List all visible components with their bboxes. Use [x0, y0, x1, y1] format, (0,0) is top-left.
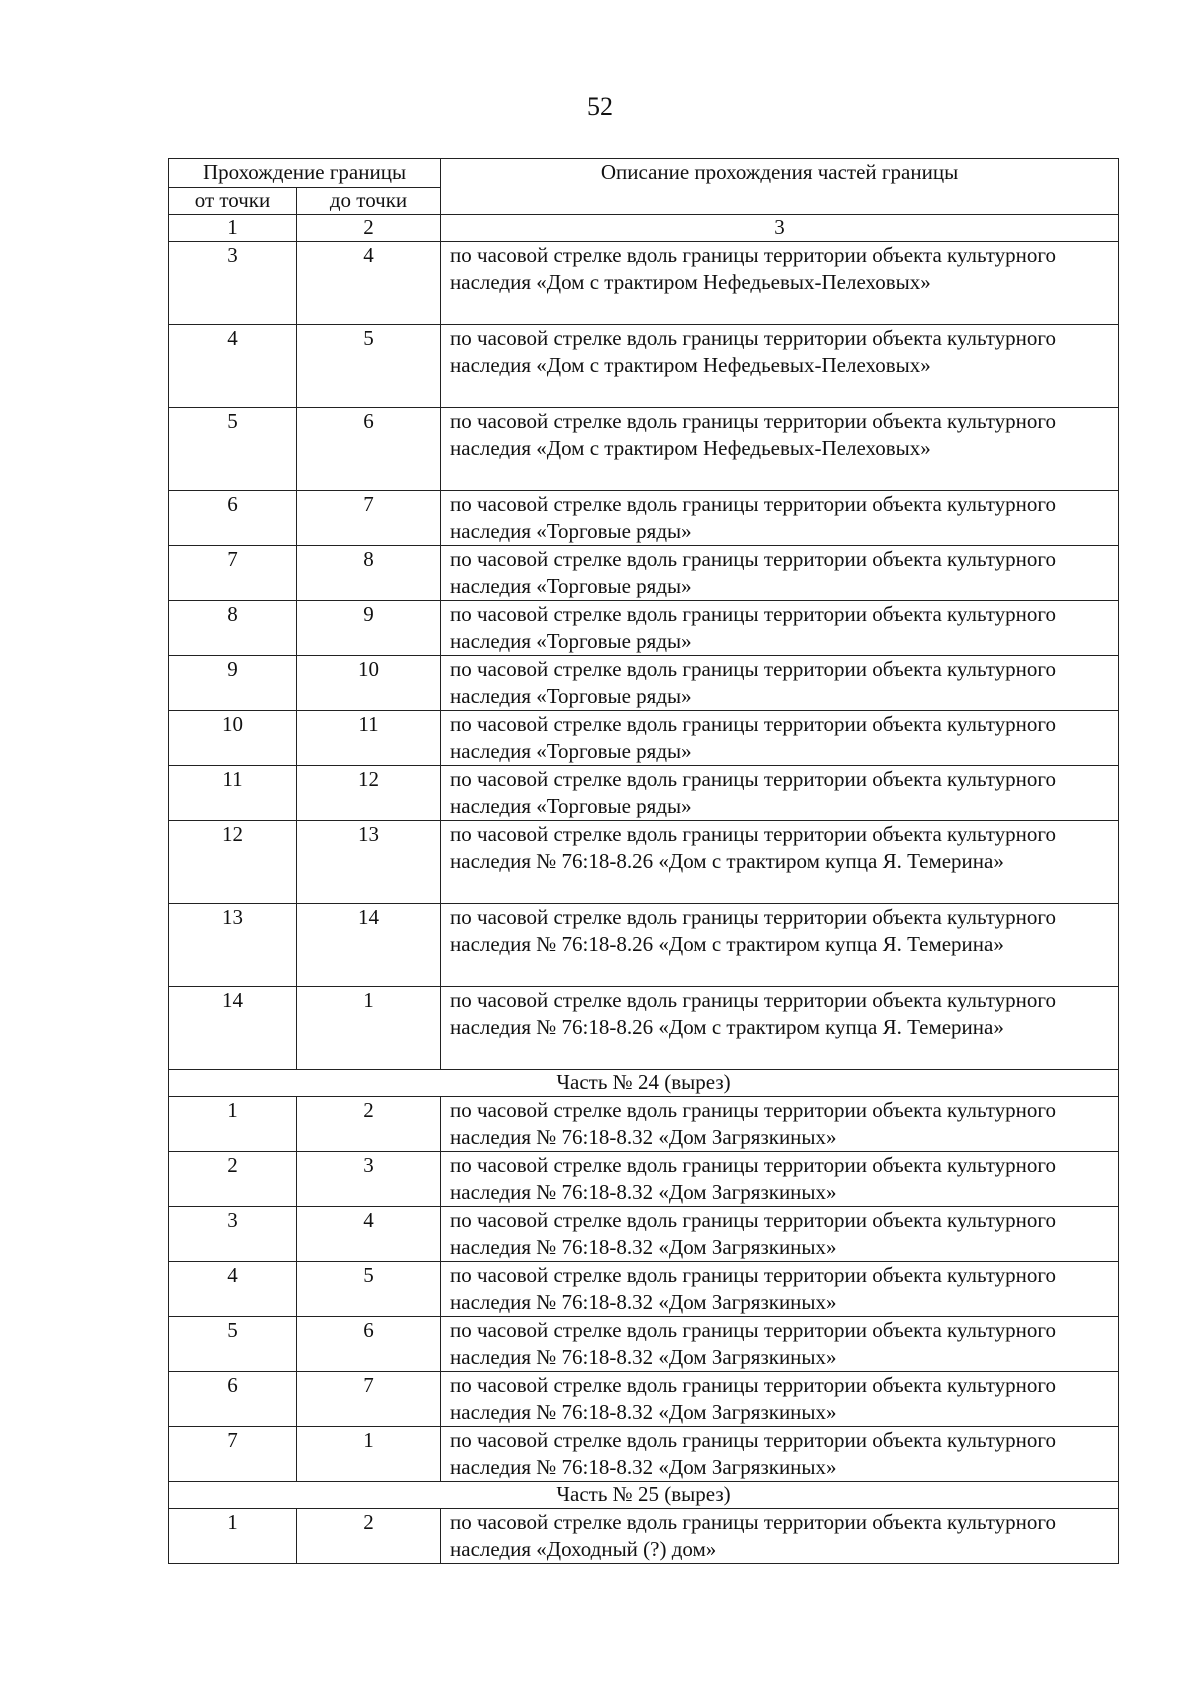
column-number: 3 — [441, 215, 1119, 242]
from-point-cell: 3 — [169, 1207, 297, 1262]
to-point-cell: 8 — [297, 546, 441, 601]
from-point-header: от точки — [169, 188, 297, 215]
to-point-cell: 9 — [297, 601, 441, 656]
to-point-cell: 7 — [297, 1372, 441, 1427]
to-point-cell: 7 — [297, 491, 441, 546]
table-row — [169, 546, 1119, 601]
table-row — [169, 656, 1119, 711]
table-row — [169, 904, 1119, 987]
to-point-cell: 5 — [297, 325, 441, 408]
header-row — [169, 159, 1119, 188]
boundary-passage-header: Прохождение границы — [169, 159, 441, 188]
description-cell: по часовой стрелке вдоль границы территории объекта культурного наследия «Торговые ряды» — [441, 491, 1119, 546]
from-point-cell: 2 — [169, 1152, 297, 1207]
table-row — [169, 1207, 1119, 1262]
column-number: 2 — [297, 215, 441, 242]
table-row — [169, 711, 1119, 766]
table-row — [169, 491, 1119, 546]
description-header: Описание прохождения частей границы — [441, 159, 1119, 215]
description-cell: по часовой стрелке вдоль границы территории объекта культурного наследия «Торговые ряды» — [441, 711, 1119, 766]
description-cell: по часовой стрелке вдоль границы территории объекта культурного наследия «Торговые ряды» — [441, 546, 1119, 601]
from-point-cell: 8 — [169, 601, 297, 656]
to-point-cell: 6 — [297, 408, 441, 491]
table-row — [169, 1317, 1119, 1372]
from-point-cell: 7 — [169, 1427, 297, 1482]
to-point-cell: 3 — [297, 1152, 441, 1207]
description-cell: по часовой стрелке вдоль границы территории объекта культурного наследия «Торговые ряды» — [441, 601, 1119, 656]
table-row — [169, 1262, 1119, 1317]
from-point-cell: 4 — [169, 1262, 297, 1317]
description-cell: по часовой стрелке вдоль границы территории объекта культурного наследия № 76:18-8.32 «Дом Загрязкиных» — [441, 1152, 1119, 1207]
to-point-cell: 1 — [297, 1427, 441, 1482]
description-cell: по часовой стрелке вдоль границы территории объекта культурного наследия № 76:18-8.26 «Дом с трактиром купца Я. Темерина» — [441, 987, 1119, 1070]
table-row — [169, 1509, 1119, 1564]
description-cell: по часовой стрелке вдоль границы территории объекта культурного наследия «Торговые ряды» — [441, 766, 1119, 821]
table-row — [169, 1372, 1119, 1427]
from-point-cell: 3 — [169, 242, 297, 325]
from-point-cell: 12 — [169, 821, 297, 904]
to-point-cell: 5 — [297, 1262, 441, 1317]
table-row — [169, 1152, 1119, 1207]
rows-group-b — [169, 1097, 1119, 1482]
to-point-cell: 13 — [297, 821, 441, 904]
rows-group-a — [169, 242, 1119, 1070]
to-point-cell: 12 — [297, 766, 441, 821]
to-point-header: до точки — [297, 188, 441, 215]
table-row — [169, 987, 1119, 1070]
from-point-cell: 5 — [169, 1317, 297, 1372]
from-point-cell: 14 — [169, 987, 297, 1070]
from-point-cell: 9 — [169, 656, 297, 711]
section-25-title: Часть № 25 (вырез) — [169, 1482, 1119, 1509]
table-row — [169, 766, 1119, 821]
description-cell: по часовой стрелке вдоль границы территории объекта культурного наследия «Дом с трактиром Нефедьевых-Пелеховых» — [441, 242, 1119, 325]
description-cell: по часовой стрелке вдоль границы территории объекта культурного наследия № 76:18-8.26 «Дом с трактиром купца Я. Темерина» — [441, 904, 1119, 987]
description-cell: по часовой стрелке вдоль границы территории объекта культурного наследия № 76:18-8.32 «Дом Загрязкиных» — [441, 1427, 1119, 1482]
table-row — [169, 1097, 1119, 1152]
table-row — [169, 408, 1119, 491]
description-cell: по часовой стрелке вдоль границы территории объекта культурного наследия № 76:18-8.26 «Дом с трактиром купца Я. Темерина» — [441, 821, 1119, 904]
description-cell: по часовой стрелке вдоль границы территории объекта культурного наследия № 76:18-8.32 «Дом Загрязкиных» — [441, 1207, 1119, 1262]
boundary-table — [168, 158, 1119, 1564]
from-point-cell: 10 — [169, 711, 297, 766]
description-cell: по часовой стрелке вдоль границы территории объекта культурного наследия № 76:18-8.32 «Дом Загрязкиных» — [441, 1262, 1119, 1317]
to-point-cell: 6 — [297, 1317, 441, 1372]
from-point-cell: 6 — [169, 491, 297, 546]
from-point-cell: 7 — [169, 546, 297, 601]
to-point-cell: 14 — [297, 904, 441, 987]
from-point-cell: 1 — [169, 1097, 297, 1152]
from-point-cell: 5 — [169, 408, 297, 491]
to-point-cell: 10 — [297, 656, 441, 711]
to-point-cell: 2 — [297, 1097, 441, 1152]
section-row — [169, 1070, 1119, 1097]
from-point-cell: 6 — [169, 1372, 297, 1427]
rows-group-c — [169, 1509, 1119, 1564]
column-numbers-row — [169, 215, 1119, 242]
description-cell: по часовой стрелке вдоль границы территории объекта культурного наследия № 76:18-8.32 «Дом Загрязкиных» — [441, 1317, 1119, 1372]
section-row — [169, 1482, 1119, 1509]
from-point-cell: 1 — [169, 1509, 297, 1564]
column-number: 1 — [169, 215, 297, 242]
section-24-title: Часть № 24 (вырез) — [169, 1070, 1119, 1097]
description-cell: по часовой стрелке вдоль границы территории объекта культурного наследия № 76:18-8.32 «Дом Загрязкиных» — [441, 1097, 1119, 1152]
description-cell: по часовой стрелке вдоль границы территории объекта культурного наследия «Дом с трактиром Нефедьевых-Пелеховых» — [441, 325, 1119, 408]
table-row — [169, 325, 1119, 408]
table-row — [169, 821, 1119, 904]
to-point-cell: 2 — [297, 1509, 441, 1564]
table-row — [169, 1427, 1119, 1482]
to-point-cell: 11 — [297, 711, 441, 766]
description-cell: по часовой стрелке вдоль границы территории объекта культурного наследия № 76:18-8.32 «Дом Загрязкиных» — [441, 1372, 1119, 1427]
table-row — [169, 242, 1119, 325]
from-point-cell: 11 — [169, 766, 297, 821]
description-cell: по часовой стрелке вдоль границы территории объекта культурного наследия «Торговые ряды» — [441, 656, 1119, 711]
description-cell: по часовой стрелке вдоль границы территории объекта культурного наследия «Доходный (?) дом» — [441, 1509, 1119, 1564]
table-row — [169, 601, 1119, 656]
to-point-cell: 4 — [297, 242, 441, 325]
page-number: 52 — [587, 92, 613, 121]
from-point-cell: 4 — [169, 325, 297, 408]
description-cell: по часовой стрелке вдоль границы территории объекта культурного наследия «Дом с трактиром Нефедьевых-Пелеховых» — [441, 408, 1119, 491]
from-point-cell: 13 — [169, 904, 297, 987]
to-point-cell: 1 — [297, 987, 441, 1070]
to-point-cell: 4 — [297, 1207, 441, 1262]
